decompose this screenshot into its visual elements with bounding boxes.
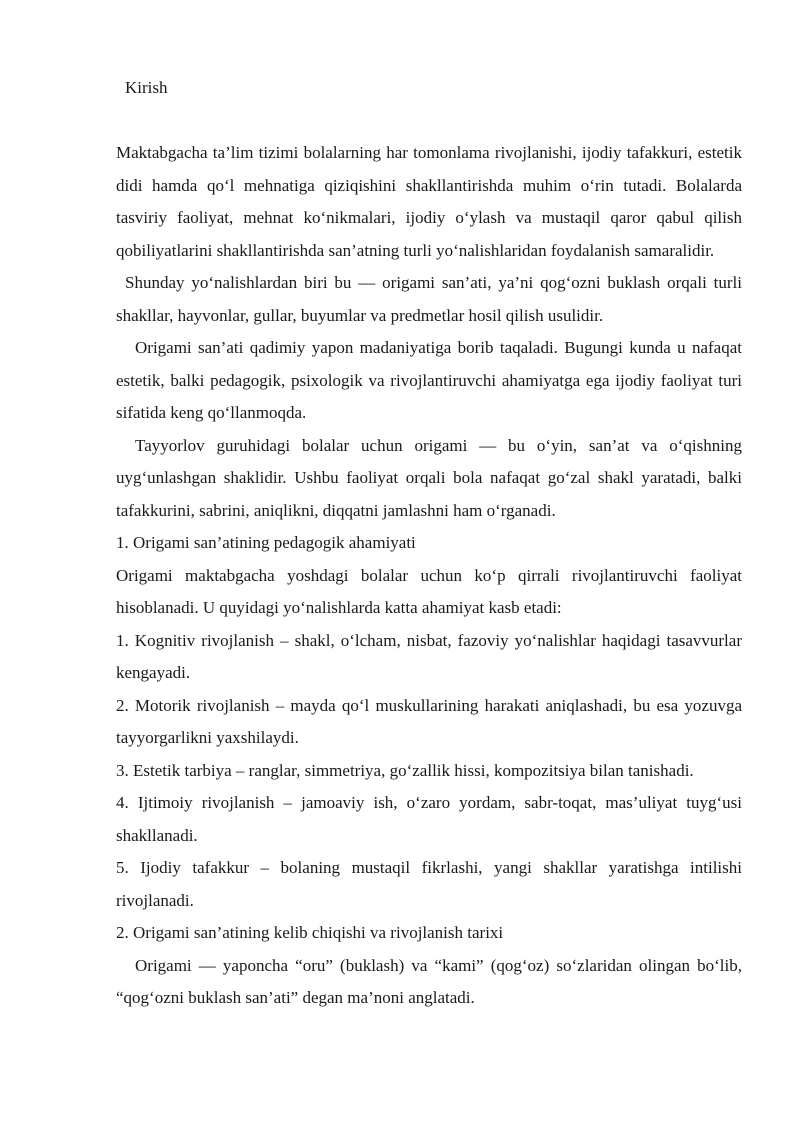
- paragraph-preparatory-group: Tayyorlov guruhidagi bolalar uchun origami — bu o‘yin, san’at va o‘qishning uyg‘unlashgan shaklidir. Ushbu faoliyat orqali bola nafaqat go‘zal shakl yaratadi, balki tafakkurini, sabrini, aniqlikni, diqqatni jamlashni ham o‘rganadi.: [116, 435, 742, 520]
- page-title: Kirish: [125, 78, 168, 97]
- list-item-motor: 2. Motorik rivojlanish – mayda qo‘l muskullarining harakati aniqlashadi, bu esa yozuvga tayyorgarlikni yaxshilaydi.: [116, 695, 742, 747]
- section-heading-pedagogical: 1. Origami san’atining pedagogik ahamiyati: [116, 533, 416, 552]
- list-item-aesthetic: 3. Estetik tarbiya – ranglar, simmetriya, go‘zallik hissi, kompozitsiya bilan tanishadi.: [116, 760, 694, 780]
- title-spacer: [116, 104, 742, 137]
- section-heading-history: 2. Origami san’atining kelib chiqishi va rivojlanish tarixi: [116, 923, 504, 942]
- paragraph-intro: Maktabgacha ta’lim tizimi bolalarning har tomonlama rivojlanishi, ijodiy tafakkuri, estetik didi hamda qo‘l mehnatiga qiziqishini shakllantirishda muhim o‘rin tutadi. Bolalarda tasviriy faoliyat, mehnat ko‘nikmalari, ijodiy o‘ylash va mustaqil qaror qabul qilish qobiliyatlarini shakllantirishda san’atning turli yo‘nalishlaridan foydalanish samaralidir.: [116, 143, 742, 260]
- paragraph-pedagogical-intro: Origami maktabgacha yoshdagi bolalar uchun ko‘p qirrali rivojlantiruvchi faoliyat hisoblanadi. U quyidagi yo‘nalishlarda katta ahamiyat kasb etadi:: [116, 565, 742, 617]
- list-item-creative: 5. Ijodiy tafakkur – bolaning mustaqil fikrlashi, yangi shakllar yaratishga intilishi rivojlanadi.: [116, 858, 742, 910]
- paragraph-origami-etymology: Origami — yaponcha “oru” (buklash) va “kami” (qog‘oz) so‘zlaridan olingan bo‘lib, “qog‘ozni buklash san’ati” degan ma’noni anglatadi.: [116, 955, 742, 1007]
- paragraph-origami-definition: Shunday yo‘nalishlardan biri bu — origami san’ati, ya’ni qog‘ozni buklash orqali turli shakllar, hayvonlar, gullar, buyumlar va predmetlar hosil qilish usulidir.: [116, 273, 742, 325]
- paragraph-origami-origin: Origami san’ati qadimiy yapon madaniyatiga borib taqaladi. Bugungi kunda u nafaqat estetik, balki pedagogik, psixologik va rivojlantiruvchi ahamiyatga ega ijodiy faoliyat turi sifatida keng qo‘llanmoqda.: [116, 338, 742, 422]
- document-body: [116, 72, 742, 1015]
- list-item-cognitive: 1. Kognitiv rivojlanish – shakl, o‘lcham, nisbat, fazoviy yo‘nalishlar haqidagi tasavvurlar kengayadi.: [116, 630, 742, 682]
- list-item-social: 4. Ijtimoiy rivojlanish – jamoaviy ish, o‘zaro yordam, sabr-toqat, mas’uliyat tuyg‘usi shakllanadi.: [116, 793, 742, 845]
